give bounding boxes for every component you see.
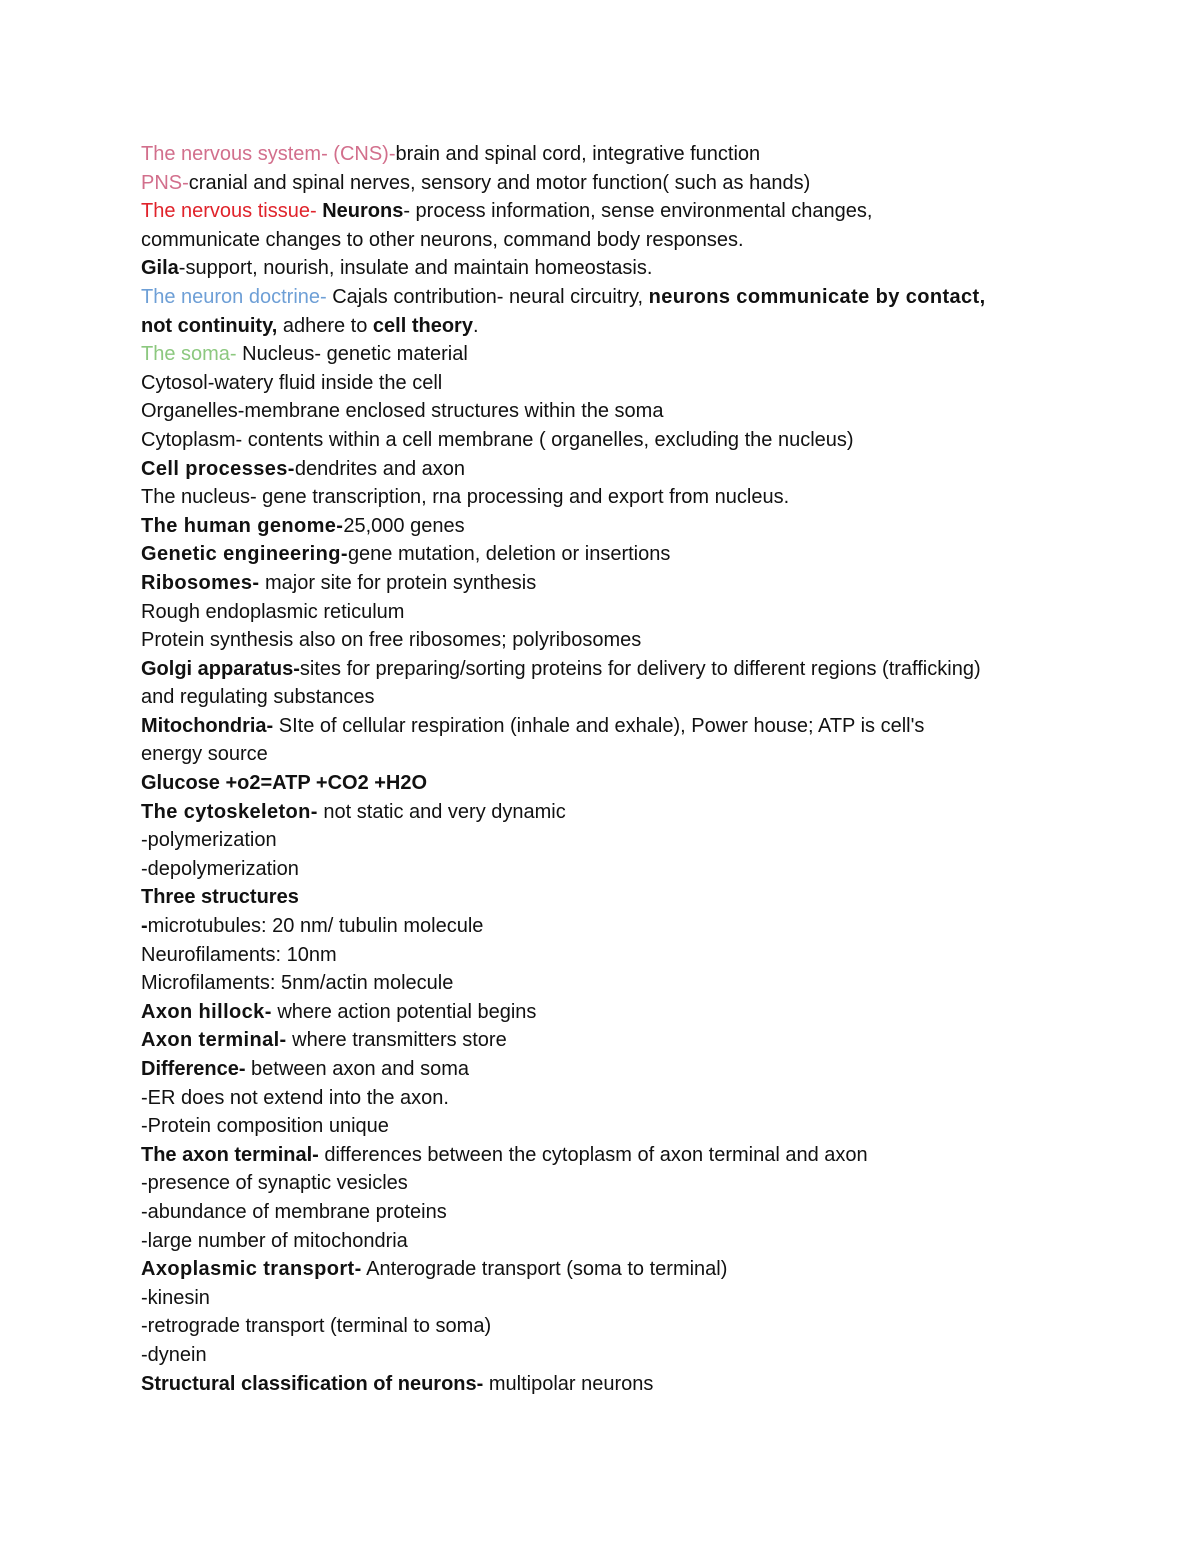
- text-segment: -retrograde transport (terminal to soma): [141, 1315, 492, 1338]
- colored-heading: The neuron doctrine-: [141, 285, 333, 308]
- text-segment: SIte of cellular respiration (inhale and exhale), Power house; ATP is cell's: [273, 714, 925, 737]
- colored-heading: The nervous system- (CNS)-: [141, 143, 396, 165]
- text-line: [141, 540, 1071, 569]
- text-line: [141, 397, 1071, 426]
- text-line: [141, 1198, 1071, 1227]
- text-segment: Anterograde transport (soma to terminal): [361, 1258, 728, 1281]
- bold-term: Cell processes-: [141, 457, 295, 480]
- text-segment: where action potential begins: [271, 1000, 537, 1023]
- bold-term: Axon terminal-: [141, 1029, 287, 1052]
- bold-term: Golgi apparatus-: [141, 657, 300, 680]
- text-segment: -polymerization: [141, 829, 277, 852]
- colored-heading: PNS-: [141, 171, 189, 194]
- text-segment: Cajals contribution- neural circuitry,: [332, 285, 649, 308]
- text-segment: -ER does not extend into the axon.: [141, 1086, 449, 1109]
- text-line: [141, 483, 1071, 512]
- text-segment: 25,000 genes: [343, 514, 465, 537]
- text-line: [141, 1169, 1071, 1198]
- text-line: [141, 998, 1071, 1027]
- text-segment: Neurofilaments: 10nm: [141, 943, 337, 966]
- bold-term: -: [141, 915, 148, 938]
- text-line: [141, 1084, 1071, 1113]
- text-segment: adhere to: [277, 314, 373, 337]
- text-segment: dendrites and axon: [294, 457, 465, 480]
- text-segment: and regulating substances: [141, 686, 375, 709]
- text-segment: -support, nourish, insulate and maintain homeostasis.: [178, 257, 653, 280]
- text-segment: energy source: [141, 743, 268, 766]
- bold-term: Mitochondria-: [141, 714, 274, 737]
- text-segment: Rough endoplasmic reticulum: [141, 600, 405, 623]
- text-line: [141, 683, 1071, 712]
- text-line: [141, 969, 1071, 998]
- text-line: [141, 1026, 1071, 1055]
- document-page: [141, 140, 1071, 1398]
- text-line: [141, 1341, 1071, 1370]
- text-line: [141, 1055, 1071, 1084]
- text-segment: -presence of synaptic vesicles: [141, 1172, 408, 1195]
- text-segment: sites for preparing/sorting proteins for delivery to different regions (trafficking): [299, 657, 981, 680]
- text-line: [141, 254, 1071, 283]
- text-segment: communicate changes to other neurons, command body responses.: [141, 228, 744, 251]
- bold-term: neurons communicate by contact,: [648, 285, 986, 308]
- bold-term: Glucose +o2=ATP +CO2 +H2O: [141, 772, 428, 795]
- text-line: [141, 798, 1071, 827]
- text-line: [141, 426, 1071, 455]
- text-line: [141, 569, 1071, 598]
- text-segment: between axon and soma: [245, 1058, 469, 1080]
- text-line: [141, 826, 1071, 855]
- text-segment: cranial and spinal nerves, sensory and motor function( such as hands): [188, 171, 811, 194]
- text-segment: multipolar neurons: [483, 1372, 654, 1395]
- text-segment: -abundance of membrane proteins: [141, 1200, 447, 1223]
- text-segment: not static and very dynamic: [317, 800, 566, 823]
- text-line: [141, 369, 1071, 398]
- text-segment: .: [472, 314, 479, 337]
- text-line: [141, 883, 1071, 912]
- text-line: [141, 912, 1071, 941]
- bold-term: Gila: [141, 257, 179, 280]
- text-segment: brain and spinal cord, integrative function: [395, 143, 761, 165]
- text-line: [141, 941, 1071, 970]
- text-line: [141, 769, 1071, 798]
- text-line: [141, 312, 1071, 341]
- text-segment: - process information, sense environmental changes,: [403, 200, 873, 223]
- bold-term: Three structures: [141, 886, 299, 909]
- text-line: [141, 1227, 1071, 1256]
- text-segment: Cytosol-watery fluid inside the cell: [141, 371, 443, 394]
- bold-term: Ribosomes-: [141, 571, 260, 594]
- text-segment: major site for protein synthesis: [259, 571, 537, 594]
- text-line: [141, 740, 1071, 769]
- text-line: [141, 1370, 1071, 1399]
- colored-heading: The nervous tissue-: [141, 200, 323, 223]
- text-line: [141, 1312, 1071, 1341]
- bold-term: The cytoskeleton-: [141, 800, 318, 823]
- bold-term: Structural classification of neurons-: [141, 1372, 484, 1395]
- text-segment: where transmitters store: [286, 1029, 507, 1052]
- colored-heading: The soma-: [141, 343, 243, 366]
- text-line: [141, 169, 1071, 198]
- text-segment: -large number of mitochondria: [141, 1229, 408, 1252]
- text-segment: Nucleus- genetic material: [242, 343, 468, 366]
- text-segment: Protein synthesis also on free ribosomes; polyribosomes: [141, 629, 642, 652]
- bold-term: Genetic engineering-: [141, 543, 348, 566]
- text-line: [141, 1255, 1071, 1284]
- text-line: [141, 712, 1071, 741]
- text-segment: The nucleus- gene transcription, rna processing and export from nucleus.: [141, 486, 790, 509]
- text-line: [141, 655, 1071, 684]
- bold-term: cell theory: [372, 314, 473, 337]
- text-line: [141, 626, 1071, 655]
- text-line: [141, 283, 1071, 312]
- bold-term: Neurons: [322, 200, 404, 223]
- bold-term: The axon terminal-: [141, 1143, 319, 1166]
- text-line: [141, 512, 1071, 541]
- bold-term: Difference-: [141, 1058, 246, 1080]
- text-segment: Organelles-membrane enclosed structures within the soma: [141, 400, 664, 423]
- text-line: [141, 598, 1071, 627]
- text-line: [141, 1112, 1071, 1141]
- text-line: [141, 340, 1071, 369]
- bold-term: not continuity,: [141, 314, 278, 337]
- text-segment: -depolymerization: [141, 857, 299, 880]
- text-line: [141, 197, 1071, 226]
- text-line: [141, 140, 1071, 169]
- text-line: [141, 1284, 1071, 1313]
- text-segment: gene mutation, deletion or insertions: [347, 543, 671, 566]
- text-segment: -kinesin: [141, 1286, 210, 1309]
- text-segment: Cytoplasm- contents within a cell membrane ( organelles, excluding the nucleus): [141, 428, 854, 451]
- text-segment: microtubules: 20 nm/ tubulin molecule: [147, 915, 484, 938]
- bold-term: Axoplasmic transport-: [141, 1258, 362, 1281]
- text-segment: -Protein composition unique: [141, 1115, 389, 1138]
- text-line: [141, 455, 1071, 484]
- text-segment: Microfilaments: 5nm/actin molecule: [141, 972, 454, 995]
- text-line: [141, 855, 1071, 884]
- text-line: [141, 1141, 1071, 1170]
- bold-term: The human genome-: [141, 514, 344, 537]
- bold-term: Axon hillock-: [141, 1000, 272, 1023]
- text-segment: differences between the cytoplasm of axon terminal and axon: [318, 1143, 868, 1166]
- text-segment: -dynein: [141, 1343, 207, 1366]
- text-line: [141, 226, 1071, 255]
